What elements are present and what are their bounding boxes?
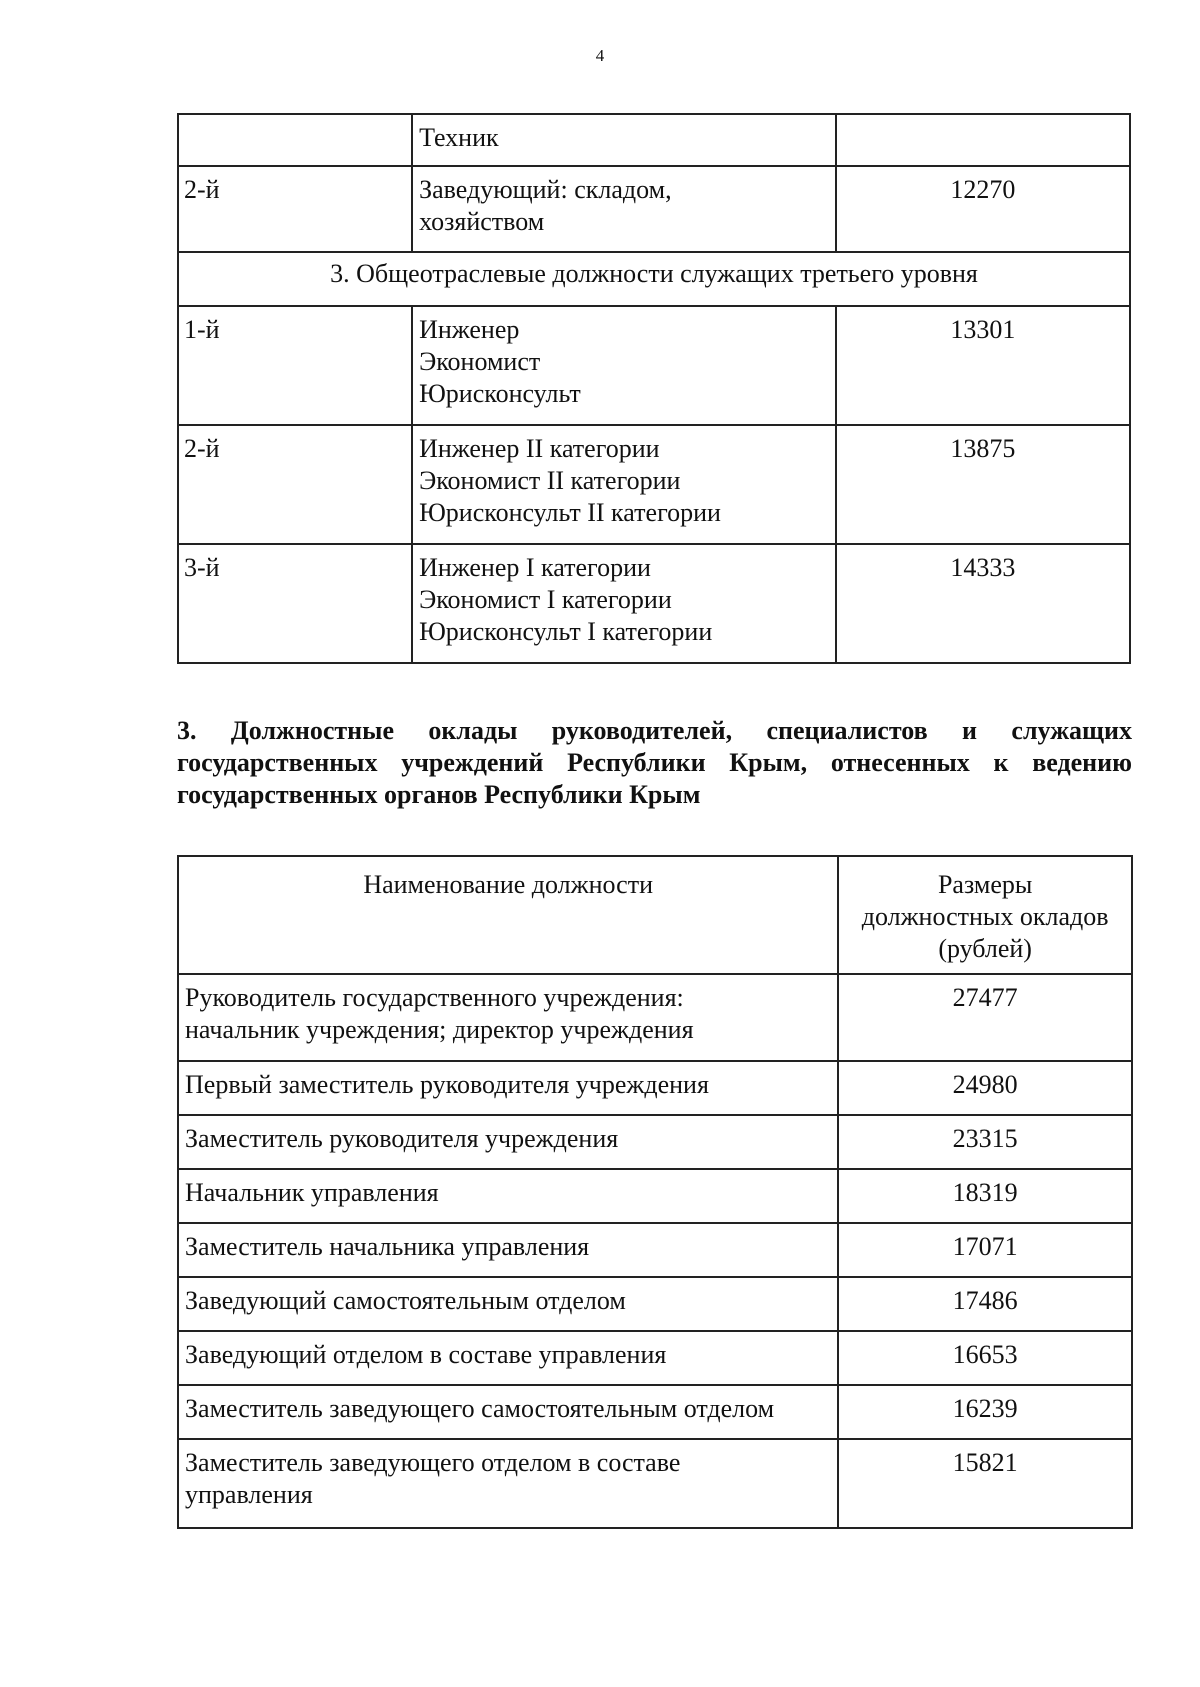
table-row: [178, 1223, 1132, 1277]
level-cell: 2-й: [178, 166, 412, 252]
position-name: Юрисконсульт I категории: [419, 617, 713, 646]
table-row: [178, 1061, 1132, 1115]
position-cell: [178, 1439, 838, 1528]
column-header-salary: [838, 856, 1132, 974]
position-name: Заведующий: складом,: [419, 175, 672, 204]
salary-table-continued: [177, 113, 1131, 664]
salary-cell: 13301: [836, 306, 1130, 425]
group-title: 3. Общеотраслевые должности служащих третьего уровня: [178, 252, 1130, 306]
table-row: [178, 1439, 1132, 1528]
table-row: [178, 166, 1130, 252]
table-row: [178, 1385, 1132, 1439]
position-cell: [178, 1061, 838, 1115]
table-header-row: [178, 856, 1132, 974]
position-name: Юрисконсульт II категории: [419, 498, 721, 527]
table-row: [178, 544, 1130, 663]
position-text: Заведующий отделом в составе управления: [185, 1340, 667, 1369]
salary-table-continued-body: [178, 114, 1130, 663]
position-text: Первый заместитель руководителя учреждения: [185, 1070, 709, 1099]
position-name: Экономист II категории: [419, 466, 681, 495]
position-name: Инженер: [419, 315, 520, 344]
table-row: [178, 306, 1130, 425]
level-cell: [178, 114, 412, 166]
table-row: [178, 974, 1132, 1061]
position-text: управления: [185, 1480, 313, 1509]
table-row: [178, 1277, 1132, 1331]
salary-cell: 17071: [838, 1223, 1132, 1277]
table-row: [178, 1169, 1132, 1223]
position-text: Заместитель заведующего отделом в составе: [185, 1448, 681, 1477]
position-name: хозяйством: [419, 207, 545, 236]
salary-cell: 12270: [836, 166, 1130, 252]
position-name: Техник: [419, 123, 499, 152]
position-cell: [178, 1277, 838, 1331]
position-cell: [178, 1169, 838, 1223]
management-salary-table-body: [178, 856, 1132, 1528]
position-cell: [178, 1385, 838, 1439]
column-header-salary-line: Размеры: [937, 870, 1033, 899]
column-header-salary-line: должностных окладов: [861, 902, 1109, 931]
level-cell: 2-й: [178, 425, 412, 544]
salary-cell: 16239: [838, 1385, 1132, 1439]
position-cell: [178, 1223, 838, 1277]
position-cell: [178, 1331, 838, 1385]
section-3-heading: 3. Должностные оклады руководителей, специалистов и служащих государственных учреждений Республики Крым, отнесенных к ведению государственных органов Республики Крым: [177, 716, 1132, 809]
position-text: Заведующий самостоятельным отделом: [185, 1286, 626, 1315]
management-salary-table: [177, 855, 1133, 1529]
salary-cell: 16653: [838, 1331, 1132, 1385]
table-row: [178, 425, 1130, 544]
position-text: начальник учреждения; директор учреждения: [185, 1015, 694, 1044]
position-names-cell: [412, 166, 836, 252]
salary-cell: 15821: [838, 1439, 1132, 1528]
salary-cell: 27477: [838, 974, 1132, 1061]
position-name: Инженер II категории: [419, 434, 660, 463]
column-header-salary-line: (рублей): [938, 934, 1032, 963]
salary-cell: 23315: [838, 1115, 1132, 1169]
level-cell: 1-й: [178, 306, 412, 425]
position-name: Экономист I категории: [419, 585, 672, 614]
salary-cell: 17486: [838, 1277, 1132, 1331]
position-name: Юрисконсульт: [419, 379, 581, 408]
position-cell: [178, 974, 838, 1061]
table-row: [178, 114, 1130, 166]
page-number: 4: [595, 46, 605, 65]
column-header-position: Наименование должности: [178, 856, 838, 974]
position-text: Заместитель начальника управления: [185, 1232, 590, 1261]
salary-cell: 24980: [838, 1061, 1132, 1115]
group-header-row: [178, 252, 1130, 306]
table-row: [178, 1115, 1132, 1169]
position-cell: [178, 1115, 838, 1169]
position-text: Руководитель государственного учреждения:: [185, 983, 684, 1012]
salary-cell: 18319: [838, 1169, 1132, 1223]
position-text: Заместитель заведующего самостоятельным отделом: [185, 1394, 775, 1423]
position-names-cell: [412, 114, 836, 166]
level-cell: 3-й: [178, 544, 412, 663]
position-name: Инженер I категории: [419, 553, 651, 582]
position-text: Заместитель руководителя учреждения: [185, 1124, 619, 1153]
position-names-cell: [412, 425, 836, 544]
table-row: [178, 1331, 1132, 1385]
salary-cell: 14333: [836, 544, 1130, 663]
position-text: Начальник управления: [185, 1178, 439, 1207]
position-names-cell: [412, 544, 836, 663]
position-name: Экономист: [419, 347, 541, 376]
position-names-cell: [412, 306, 836, 425]
salary-cell: [836, 114, 1130, 166]
salary-cell: 13875: [836, 425, 1130, 544]
